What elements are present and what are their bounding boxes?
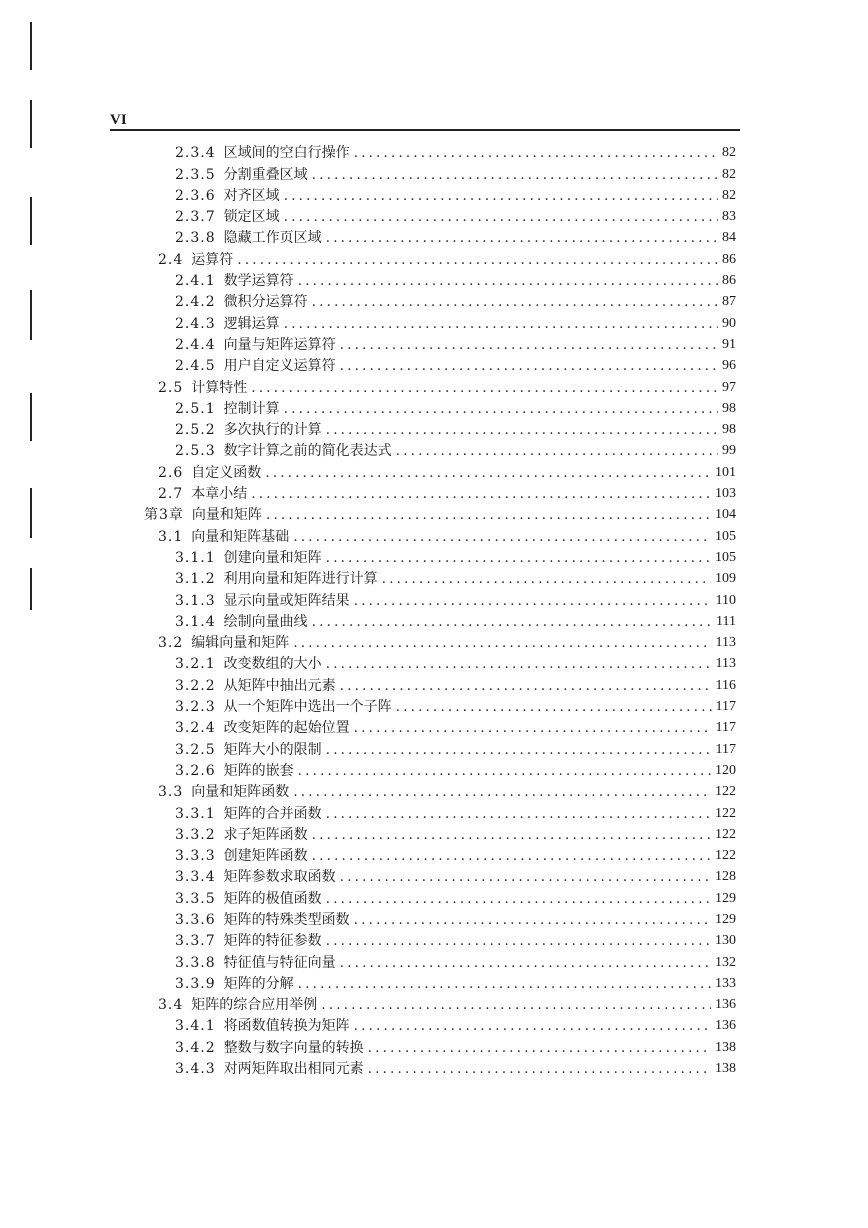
toc-entry-title: 求子矩阵函数 [223, 826, 308, 843]
toc-entry-page: 130 [715, 933, 736, 949]
toc-entry-page: 98 [722, 400, 736, 416]
toc-entry-title: 矩阵的极值函数 [223, 890, 322, 907]
toc-leader-dots [293, 528, 711, 546]
toc-entry-page: 133 [715, 975, 736, 991]
toc-entry-number: 3.3.2 [175, 826, 216, 843]
toc-entry-title: 矩阵参数求取函数 [223, 869, 336, 886]
toc-entry-number: 2.3.6 [175, 187, 216, 204]
toc-entry-page: 90 [722, 315, 736, 331]
toc-entry [0, 1035, 736, 1056]
toc-entry-number: 2.5 [158, 379, 184, 396]
toc-entry-page: 132 [715, 954, 736, 970]
toc-entry [0, 375, 736, 396]
toc-entry-number: 3.3.4 [175, 869, 216, 886]
toc-entry [0, 972, 736, 993]
toc-entry-page: 104 [715, 507, 736, 523]
toc-entry-page: 87 [722, 294, 736, 310]
toc-entry-page: 113 [715, 656, 736, 672]
scan-edge-mark [30, 22, 32, 70]
toc-entry [0, 524, 736, 545]
toc-entry [0, 162, 736, 183]
toc-leader-dots [354, 911, 711, 929]
toc-entry-page: 122 [715, 826, 736, 842]
toc-entry [0, 823, 736, 844]
toc-entry-page: 122 [715, 805, 736, 821]
toc-entry-page: 82 [722, 187, 736, 203]
toc-entry-number: 3.2.1 [175, 656, 216, 673]
toc-entry [0, 695, 736, 716]
toc-entry [0, 652, 736, 673]
toc-leader-dots [354, 1017, 711, 1035]
toc-entry-page: 86 [722, 251, 736, 267]
toc-entry [0, 226, 736, 247]
toc-entry-number: 3.2.3 [175, 699, 216, 716]
toc-leader-dots [326, 421, 718, 439]
toc-entry-title: 自定义函数 [191, 464, 262, 481]
toc-leader-dots [396, 442, 718, 460]
toc-entry-page: 116 [715, 677, 736, 693]
toc-leader-dots [326, 805, 711, 823]
toc-leader-dots [312, 613, 712, 631]
toc-leader-dots [354, 719, 712, 737]
toc-entry-title: 矩阵的嵌套 [223, 762, 294, 779]
toc-entry [0, 780, 736, 801]
toc-leader-dots [312, 293, 718, 311]
toc-entry-number: 3.3.7 [175, 933, 216, 950]
toc-leader-dots [312, 826, 711, 844]
toc-entry [0, 1014, 736, 1035]
toc-leader-dots [312, 847, 711, 865]
toc-entry-number: 3.3.8 [175, 954, 216, 971]
toc-entry-number: 3.4.2 [175, 1039, 216, 1056]
toc-entry-number: 2.4 [158, 251, 184, 268]
toc-entry-number: 3.2.5 [175, 741, 216, 758]
toc-entry-number: 2.3.4 [175, 145, 216, 162]
toc-entry-title: 多次执行的计算 [223, 422, 322, 439]
toc-leader-dots [396, 698, 712, 716]
toc-entry-number: 2.5.1 [175, 400, 216, 417]
toc-entry-number: 3.3.9 [175, 975, 216, 992]
toc-entry [0, 205, 736, 226]
toc-entry-page: 110 [715, 592, 736, 608]
toc-entry [0, 908, 736, 929]
toc-entry-title: 锁定区域 [223, 209, 280, 226]
toc-leader-dots [298, 272, 718, 290]
toc-entry-number: 3.3.5 [175, 890, 216, 907]
toc-entry-number: 3.3.3 [175, 848, 216, 865]
toc-entry-number: 2.4.2 [175, 294, 216, 311]
toc-entry-title: 数字计算之前的简化表达式 [223, 443, 392, 460]
toc-leader-dots [266, 506, 711, 524]
toc-entry [0, 865, 736, 886]
toc-entry-page: 97 [722, 379, 736, 395]
toc-entry-title: 创建矩阵函数 [223, 848, 308, 865]
toc-entry-title: 特征值与特征向量 [223, 954, 336, 971]
toc-entry-page: 86 [722, 273, 736, 289]
toc-leader-dots [326, 741, 712, 759]
toc-entry [0, 993, 736, 1014]
toc-entry [0, 354, 736, 375]
toc-entry-number: 3.4 [158, 997, 184, 1014]
toc-entry-number: 3.1.2 [175, 571, 216, 588]
toc-entry-page: 117 [715, 699, 736, 715]
toc-entry-page: 129 [715, 911, 736, 927]
toc-entry [0, 290, 736, 311]
toc-entry [0, 567, 736, 588]
toc-entry-page: 122 [715, 848, 736, 864]
toc-entry-page: 105 [715, 528, 736, 544]
toc-entry-number: 3.4.1 [175, 1018, 216, 1035]
toc-entry-page: 84 [722, 230, 736, 246]
toc-leader-dots [340, 677, 712, 695]
toc-entry-number: 3.2 [158, 635, 184, 652]
toc-entry-title: 从一个矩阵中选出一个子阵 [223, 699, 392, 716]
toc-entry-page: 113 [715, 635, 736, 651]
toc-entry-page: 101 [715, 464, 736, 480]
toc-leader-dots [321, 996, 711, 1014]
toc-entry-title: 向量与矩阵运算符 [223, 336, 336, 353]
toc-leader-dots [326, 229, 718, 247]
toc-leader-dots [382, 570, 711, 588]
toc-entry [0, 439, 736, 460]
toc-entry-title: 区域间的空白行操作 [223, 145, 350, 162]
toc-leader-dots [368, 1060, 711, 1078]
toc-entry-page: 82 [722, 145, 736, 161]
toc-entry [0, 801, 736, 822]
toc-leader-dots [284, 400, 718, 418]
toc-entry [0, 546, 736, 567]
toc-leader-dots [326, 655, 712, 673]
toc-entry-title: 矩阵的合并函数 [223, 805, 322, 822]
toc-entry-number: 2.4.1 [175, 273, 216, 290]
toc-entry-number: 2.3.7 [175, 209, 216, 226]
toc-leader-dots [237, 251, 718, 269]
toc-leader-dots [284, 208, 718, 226]
toc-entry-title: 创建向量和矩阵 [223, 549, 322, 566]
toc-entry-number: 2.5.2 [175, 422, 216, 439]
toc-entry-title: 改变数组的大小 [223, 656, 322, 673]
toc-leader-dots [312, 166, 718, 184]
toc-entry-number: 3.4.3 [175, 1061, 216, 1078]
toc-entry [0, 482, 736, 503]
toc-entry-number: 2.4.4 [175, 336, 216, 353]
toc-entry-number: 3.2.4 [175, 720, 216, 737]
toc-leader-dots [293, 783, 711, 801]
toc-entry-title: 分割重叠区域 [223, 166, 308, 183]
toc-entry-title: 对齐区域 [223, 187, 280, 204]
toc-leader-dots [340, 357, 718, 375]
toc-entry-page: 128 [715, 869, 736, 885]
toc-entry-number: 第3章 [144, 507, 184, 524]
toc-entry-title: 显示向量或矩阵结果 [223, 592, 350, 609]
toc-entry-page: 129 [715, 890, 736, 906]
toc-leader-dots [298, 975, 711, 993]
toc-entry-number: 3.1 [158, 528, 184, 545]
page-number-label: VI [110, 112, 127, 128]
toc-entry-number: 2.3.8 [175, 230, 216, 247]
toc-entry [0, 247, 736, 268]
toc-leader-dots [251, 485, 711, 503]
toc-leader-dots [340, 954, 711, 972]
toc-entry-page: 98 [722, 422, 736, 438]
toc-entry-number: 3.2.6 [175, 762, 216, 779]
toc-entry-title: 数学运算符 [223, 273, 294, 290]
toc-leader-dots [298, 762, 711, 780]
toc-entry-page: 136 [715, 1018, 736, 1034]
toc-entry [0, 588, 736, 609]
toc-entry-title: 矩阵的特征参数 [223, 933, 322, 950]
toc-entry-page: 138 [715, 1061, 736, 1077]
toc-entry-number: 3.1.4 [175, 613, 216, 630]
toc-entry-title: 向量和矩阵函数 [191, 784, 290, 801]
toc-entry-title: 向量和矩阵 [191, 507, 262, 524]
toc-entry-number: 3.1.3 [175, 592, 216, 609]
toc-entry [0, 418, 736, 439]
toc-entry-title: 用户自定义运算符 [223, 358, 336, 375]
toc-entry [0, 1057, 736, 1078]
toc-entry-number: 3.3.1 [175, 805, 216, 822]
toc-entry-page: 82 [722, 166, 736, 182]
toc-entry [0, 503, 736, 524]
toc-entry-number: 3.2.2 [175, 677, 216, 694]
toc-leader-dots [340, 336, 718, 354]
toc-entry-title: 隐藏工作页区域 [223, 230, 322, 247]
toc-entry [0, 184, 736, 205]
toc-entry-page: 120 [715, 762, 736, 778]
toc-entry [0, 333, 736, 354]
toc-leader-dots [326, 932, 711, 950]
toc-entry-title: 本章小结 [191, 486, 248, 503]
toc-entry [0, 929, 736, 950]
toc-entry-page: 99 [722, 443, 736, 459]
toc-entry-page: 117 [715, 720, 736, 736]
toc-leader-dots [284, 315, 718, 333]
toc-entry-title: 控制计算 [223, 400, 280, 417]
toc-entry-title: 计算特性 [191, 379, 248, 396]
toc-entry-title: 从矩阵中抽出元素 [223, 677, 336, 694]
toc-entry-number: 3.3 [158, 784, 184, 801]
toc-entry-page: 109 [715, 571, 736, 587]
toc-entry-page: 96 [722, 358, 736, 374]
toc-entry-title: 矩阵的特殊类型函数 [223, 911, 350, 928]
toc-entry-title: 向量和矩阵基础 [191, 528, 290, 545]
toc-entry-title: 微积分运算符 [223, 294, 308, 311]
toc-entry [0, 269, 736, 290]
toc-entry-title: 矩阵的分解 [223, 975, 294, 992]
toc-leader-dots [284, 187, 718, 205]
toc-entry-number: 3.1.1 [175, 549, 216, 566]
toc-entry [0, 460, 736, 481]
toc-entry-page: 136 [715, 997, 736, 1013]
toc-entry-title: 绘制向量曲线 [223, 613, 308, 630]
toc-entry [0, 737, 736, 758]
toc-leader-dots [340, 868, 711, 886]
toc-entry-number: 2.4.3 [175, 315, 216, 332]
toc-entry-title: 逻辑运算 [223, 315, 280, 332]
toc-entry-number: 2.5.3 [175, 443, 216, 460]
toc-entry [0, 397, 736, 418]
toc-entry [0, 759, 736, 780]
toc-entry-title: 将函数值转换为矩阵 [223, 1018, 350, 1035]
toc-leader-dots [251, 379, 718, 397]
toc-leader-dots [326, 890, 711, 908]
toc-entry-title: 矩阵的综合应用举例 [191, 997, 318, 1014]
toc-entry-number: 2.3.5 [175, 166, 216, 183]
toc-entry-page: 111 [716, 613, 736, 629]
toc-entry [0, 716, 736, 737]
header-rule [110, 129, 740, 131]
toc-entry [0, 950, 736, 971]
toc-leader-dots [368, 1039, 711, 1057]
toc-entry [0, 673, 736, 694]
toc-entry-page: 105 [715, 549, 736, 565]
toc-entry-number: 2.6 [158, 464, 184, 481]
toc-entry-page: 117 [715, 741, 736, 757]
toc-entry-title: 矩阵大小的限制 [223, 741, 322, 758]
toc-entry-title: 利用向量和矩阵进行计算 [223, 571, 378, 588]
toc-entry [0, 631, 736, 652]
toc-leader-dots [354, 144, 718, 162]
toc-entry [0, 844, 736, 865]
toc-leader-dots [265, 464, 711, 482]
toc-entry-page: 103 [715, 486, 736, 502]
toc-entry-page: 83 [722, 209, 736, 225]
toc-entry [0, 610, 736, 631]
toc-entry-title: 整数与数字向量的转换 [223, 1039, 364, 1056]
toc-entry [0, 141, 736, 162]
toc-entry-page: 122 [715, 784, 736, 800]
toc-entry-number: 2.4.5 [175, 358, 216, 375]
table-of-contents [0, 141, 868, 1078]
toc-entry-title: 编辑向量和矩阵 [191, 635, 290, 652]
toc-entry-title: 改变矩阵的起始位置 [223, 720, 350, 737]
toc-leader-dots [354, 592, 712, 610]
toc-entry-number: 2.7 [158, 486, 184, 503]
toc-entry-title: 运算符 [191, 251, 234, 268]
toc-entry-page: 91 [722, 336, 736, 352]
toc-entry [0, 886, 736, 907]
toc-entry-page: 138 [715, 1039, 736, 1055]
toc-leader-dots [293, 634, 711, 652]
toc-entry-number: 3.3.6 [175, 911, 216, 928]
toc-leader-dots [326, 549, 711, 567]
toc-entry-title: 对两矩阵取出相同元素 [223, 1061, 364, 1078]
toc-entry [0, 311, 736, 332]
